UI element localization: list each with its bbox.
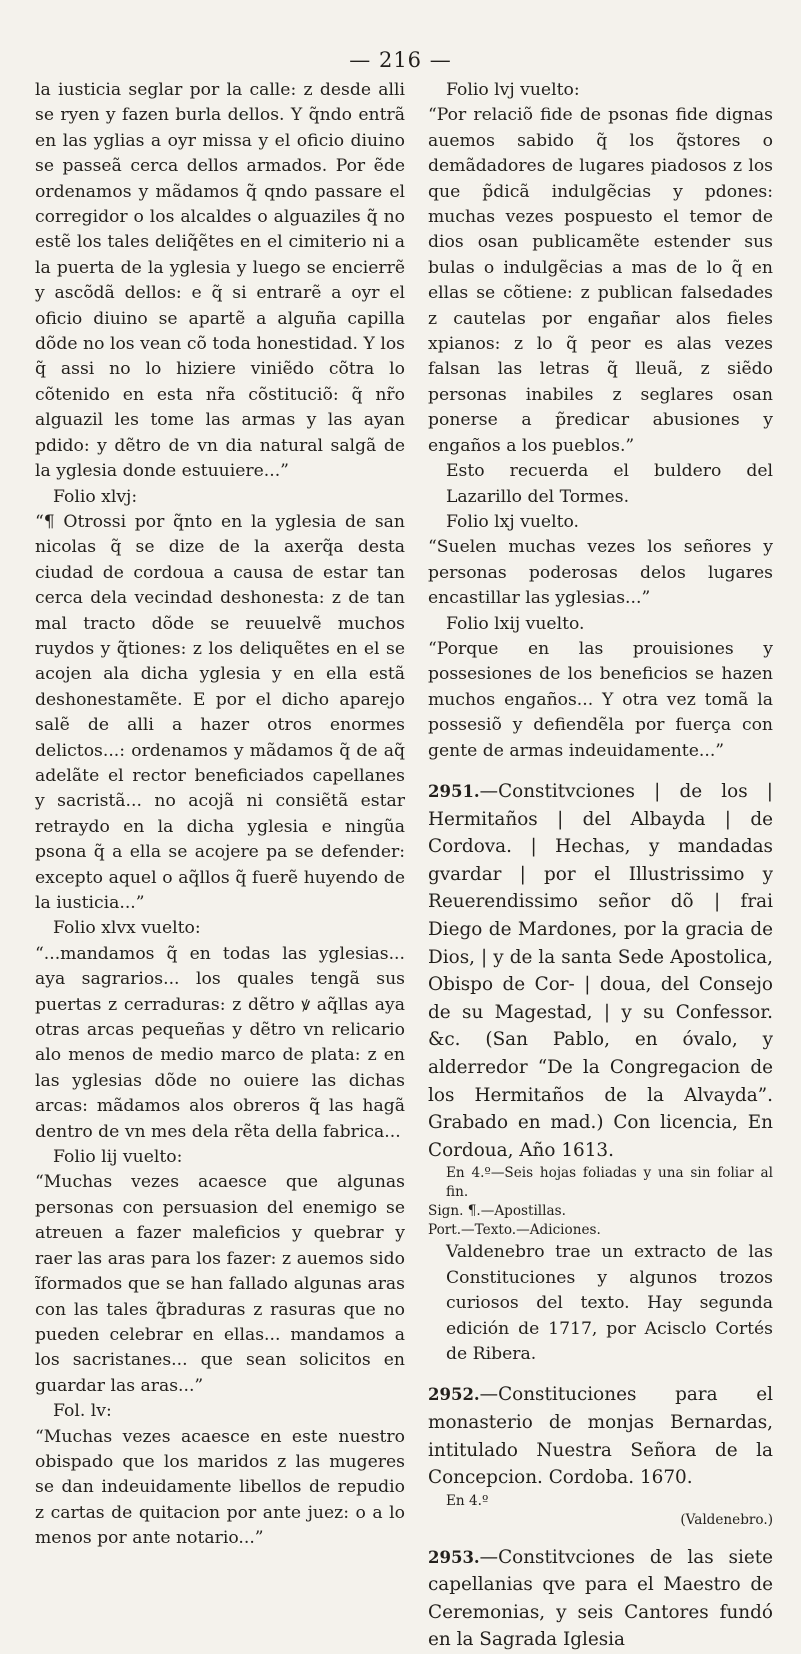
folio-heading: Folio lij vuelto: <box>53 1147 183 1168</box>
comment: Esto recuerda el buldero del Lazarillo del Tormes. <box>446 461 773 507</box>
folio-heading: Folio xlvx vuelto: <box>53 918 201 939</box>
entry-note: Valdenebro trae un extracto de las Constituciones y algunos trozos curiosos del texto. Hay segunda edición de 1717, por Acisclo Cortés de Ribera. <box>446 1242 773 1364</box>
entry-text: —Constitvciones de las siete capellanias qve para el Maestro de Ceremonias, y seis Cantores fundó en la Sagrada Iglesia <box>428 1546 773 1651</box>
detail-line: En 4.º—Seis hojas foliadas y una sin foliar al fin. <box>446 1165 773 1201</box>
paragraph: “Muchas vezes acaesce en este nuestro obispado que los maridos z las mugeres se dan indeuidamente libellos de repudio z cartas de quitacion por ante juez: o a lo menos por ante notario...” <box>35 1426 405 1549</box>
entry-text: —Constitvciones | de los | Hermitaños | del Albayda | de Cordova. | Hechas, y mandadas gvardar | por el Illustrissimo y Reuerendissimo señor dõ | frai Diego de Mardones, por la gracia de Dios, | y de la santa Sede Apostolica, Obispo de Cor- | doua, del Consejo de su Magestad, | y su Confessor. &c. (San Pablo, en óvalo, y alderredor “De la Congregacion de los Hermitaños de la Alvayda”. Grabado en mad.) Con licencia, En Cordoua, Año 1613. <box>428 780 773 1161</box>
entry-number: 2952. <box>428 1385 480 1405</box>
entry-2951 <box>428 778 773 1367</box>
right-column <box>428 78 773 1654</box>
detail-line: Port.—Texto.—Adiciones. <box>428 1222 601 1239</box>
folio-heading: Folio xlvj: <box>53 486 138 507</box>
paragraph: la iusticia seglar por la calle: z desde alli se ryen y fazen burla dellos. Y q̃ndo entrã en las yglias a oyr missa y el oficio diuino se passeã cerca dellos armados. Por ẽde ordenamos y mãdamos q̃ qndo passare el corregidor o los alcaldes o alguaziles q̃ no estẽ los tales deliq̃ẽtes en el cimiterio ni a la puerta de la yglesia y luego se encierrẽ y ascõdã dellos: e q̃ si entrarẽ a oyr el oficio diuino se apartẽ a alguña capilla dõde no los vean cõ toda honestidad. Y los q̃ assi no lo hiziere viniẽdo cõtra lo cõtenido en esta nr̃a cõstituciõ: q̃ nr̃o alguazil les tome las armas y las ayan pdido: y dẽtro de vn dia natural salgã de la yglesia donde estuuiere...” <box>35 80 405 482</box>
source-line: (Valdenebro.) <box>680 1511 773 1528</box>
page-number: — 216 — <box>349 48 452 72</box>
entry-body <box>428 778 773 1164</box>
folio-heading: Folio lxj vuelto. <box>446 511 579 532</box>
paragraph: “Muchas vezes acaesce que algunas personas con persuasion del enemigo se atreuen a fazer maleficios y quebrar y raer las aras para los fazer: z auemos sido ĩformados que se han fallado algunas aras con las tales q̃braduras z rasuras que no pueden celebrar en ellas... mandamos a los sacristanes... que sean solicitos en guardar las aras...” <box>35 1172 405 1396</box>
entry-text: —Constituciones para el monasterio de monjas Bernardas, intitulado Nuestra Señora de la Concepcion. Cordoba. 1670. <box>428 1384 773 1489</box>
paragraph: “¶ Otrossi por q̃nto en la yglesia de san nicolas q̃ se dize de la axerq̃a desta ciudad de cordoua a causa de estar tan cerca dela vecindad deshonesta: z de tan mal tracto dõde se reuuelvẽ muchos ruydos y q̃tiones: z los deliquẽtes en el se acojen ala dicha yglesia y en ella estã deshonestamẽte. E por el dicho aparejo salẽ de alli a hazer otros enormes delictos...: ordenamos y mãdamos q̃ de aq̃ adelãte el rector beneficiados capellanes y sacristã... no acojã ni consiẽtã estar retraydo en la dicha yglesia e ningũa psona q̃ a ella se acojere pa se defender: excepto aquel o aq̃llos q̃ fuerẽ huyendo de la iusticia...” <box>35 511 405 913</box>
folio-heading: Folio lvj vuelto: <box>446 80 580 100</box>
detail-line: En 4.º <box>446 1492 489 1509</box>
entry-body <box>428 1381 773 1491</box>
entry-2953 <box>428 1544 773 1654</box>
entry-body <box>428 1544 773 1654</box>
paragraph: “Porque en las prouisiones y possesiones de los beneficios se hazen muchos engaños... Y otra vez tomã la possesiõ y defiendẽla por fuerça con gente de armas indeuidamente...” <box>428 638 773 761</box>
left-column <box>35 78 405 1552</box>
folio-heading: Folio lxij vuelto. <box>446 613 585 634</box>
paragraph: “Por relaciõ fide de psonas fide dignas auemos sabido q̃ los q̃stores o demãdadores de lugares piadosos z los que p̃dicã indulgẽcias y pdones: muchas vezes pospuesto el temor de dios osan publicamẽte estender sus bulas o indulgẽcias a mas de lo q̃ en ellas se cõtiene: z publican falsedades z cautelas por engañar alos fieles xpianos: z lo q̃ peor es alas vezes falsan las letras q̃ lleuã, z siẽdo personas inabiles z seglares osan ponerse a p̃redicar abusiones y engaños a los pueblos.” <box>428 105 773 456</box>
entry-details <box>428 1492 773 1530</box>
paragraph: “Suelen muchas vezes los señores y personas poderosas delos lugares encastillar las yglesias...” <box>428 537 773 609</box>
folio-heading: Fol. lv: <box>53 1401 112 1422</box>
entry-details <box>428 1164 773 1240</box>
detail-line: Sign. ¶.—Apostillas. <box>428 1203 566 1220</box>
entry-number: 2951. <box>428 781 480 801</box>
entry-number: 2953. <box>428 1547 480 1567</box>
entry-2952 <box>428 1381 773 1529</box>
paragraph: “...mandamos q̃ en todas las yglesias... aya sagrarios... los quales tengã sus puertas z cerraduras: z dẽtro ꝟ aq̃llas aya otras arcas pequeñas y dẽtro vn relicario alo menos de medio marco de plata: z en las yglesias dõde no ouiere las dichas arcas: mãdamos alos obreros q̃ las hagã dentro de vn mes dela rẽta della fabrica... <box>35 943 405 1142</box>
